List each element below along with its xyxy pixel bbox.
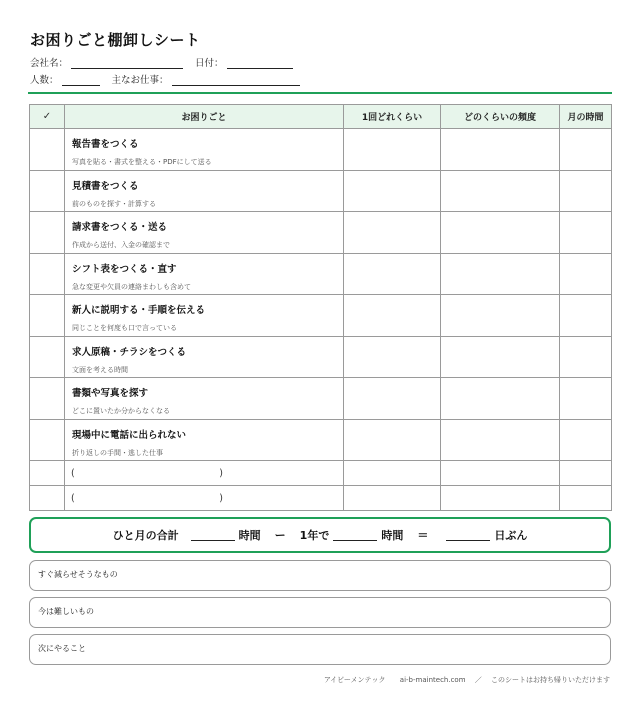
footer-company: アイビーメンテック (323, 676, 386, 684)
task-cell (65, 212, 344, 254)
frequency-cell[interactable] (441, 253, 560, 295)
per-time-cell[interactable] (344, 170, 441, 212)
monthly-cell[interactable] (560, 212, 612, 254)
frequency-cell[interactable] (441, 129, 560, 171)
task-subtitle: どこに置いたか分からなくなる (72, 407, 170, 415)
frequency-cell[interactable] (441, 486, 560, 511)
frequency-cell[interactable] (441, 295, 560, 337)
per-time-cell[interactable] (344, 486, 441, 511)
task-table (29, 104, 612, 511)
company-date-row (30, 55, 305, 69)
task-cell (65, 336, 344, 378)
work-label: 主なお仕事： (111, 75, 169, 86)
company-label: 会社名： (30, 58, 69, 69)
task-cell (65, 253, 344, 295)
check-cell[interactable] (30, 378, 65, 420)
per-time-cell[interactable] (344, 212, 441, 254)
monthly-cell[interactable] (560, 295, 612, 337)
page-title: お困りごと棚卸しシート (30, 31, 201, 49)
monthly-cell[interactable] (560, 336, 612, 378)
table-row (30, 336, 612, 378)
per-time-cell[interactable] (344, 461, 441, 486)
task-subtitle: 前のものを探す・計算する (72, 199, 156, 208)
check-column-header: ✓ (30, 105, 65, 129)
date-label: 日付： (195, 58, 224, 69)
people-label: 人数： (30, 75, 59, 86)
check-cell[interactable] (30, 336, 65, 378)
check-cell[interactable] (30, 486, 65, 511)
table-header-row (30, 105, 612, 129)
task-title: 求人原稿・チラシをつくる (72, 346, 187, 358)
header-divider (28, 92, 612, 94)
per-time-column-header: 1回どれくらい (344, 105, 441, 129)
per-time-cell[interactable] (344, 378, 441, 420)
per-time-cell[interactable] (344, 336, 441, 378)
monthly-column-header: 月の時間 (560, 105, 612, 129)
task-cell (65, 378, 344, 420)
monthly-hours-field[interactable] (191, 529, 235, 541)
check-cell[interactable] (30, 170, 65, 212)
monthly-cell[interactable] (560, 129, 612, 171)
task-cell (65, 170, 344, 212)
people-work-row (30, 72, 312, 86)
task-title: シフト表をつくる・直す (72, 263, 177, 275)
date-field[interactable] (227, 58, 293, 69)
company-field[interactable] (71, 58, 183, 69)
check-cell[interactable] (30, 295, 65, 337)
frequency-cell[interactable] (441, 461, 560, 486)
monthly-cell[interactable] (560, 419, 612, 461)
per-year-label: 1年で (299, 529, 330, 542)
blank-row (30, 461, 612, 486)
yearly-hours-field[interactable] (333, 529, 377, 541)
days-unit-label: 日ぶん (494, 529, 528, 542)
monthly-cell[interactable] (560, 170, 612, 212)
check-cell[interactable] (30, 461, 65, 486)
people-field[interactable] (62, 75, 100, 86)
task-title: 請求書をつくる・送る (72, 222, 168, 233)
per-time-cell[interactable] (344, 253, 441, 295)
note-label: 今は難しいもの (38, 607, 94, 616)
table-row (30, 129, 612, 171)
table-row (30, 170, 612, 212)
monthly-cell[interactable] (560, 253, 612, 295)
check-cell[interactable] (30, 212, 65, 254)
task-title: 新人に説明する・手順を伝える (72, 305, 206, 316)
task-title: 書類や写真を探す (72, 388, 149, 399)
table-row (30, 419, 612, 461)
task-subtitle: 作成から送付、入金の確認まで (72, 241, 170, 249)
check-cell[interactable] (30, 129, 65, 171)
custom-task-cell[interactable] (65, 461, 344, 486)
frequency-column-header: どのくらいの頻度 (441, 105, 560, 129)
per-time-cell[interactable] (344, 419, 441, 461)
check-cell[interactable] (30, 253, 65, 295)
days-field[interactable] (446, 529, 490, 541)
open-paren: ( (71, 467, 75, 479)
per-time-cell[interactable] (344, 129, 441, 171)
task-title: 報告書をつくる (72, 139, 139, 150)
task-subtitle: 文面を考える時間 (72, 365, 128, 374)
monthly-cell[interactable] (560, 378, 612, 420)
work-field[interactable] (172, 75, 300, 86)
task-subtitle: 同じことを何度も口で言っている (72, 324, 177, 332)
frequency-cell[interactable] (441, 378, 560, 420)
task-cell (65, 129, 344, 171)
per-time-cell[interactable] (344, 295, 441, 337)
blank-row (30, 486, 612, 511)
frequency-cell[interactable] (441, 212, 560, 254)
custom-task-cell[interactable] (65, 486, 344, 511)
task-cell (65, 295, 344, 337)
task-column-header: お困りごと (65, 105, 344, 129)
note-label: すぐ減らせそうなもの (38, 570, 118, 579)
table-row (30, 212, 612, 254)
summary-box (29, 517, 611, 553)
footer-slash: ／ (474, 676, 482, 684)
table-row (30, 253, 612, 295)
note-box-quick-wins[interactable] (29, 560, 611, 591)
note-label: 次にやること (38, 644, 86, 653)
equals-sign: ＝ (417, 529, 429, 542)
frequency-cell[interactable] (441, 170, 560, 212)
task-cell (65, 419, 344, 461)
table-row (30, 378, 612, 420)
close-paren: ) (219, 467, 223, 479)
monthly-cell[interactable] (560, 486, 612, 511)
note-box-next-steps[interactable] (29, 634, 611, 665)
task-subtitle: 急な変更や欠員の連絡まわしも含めて (72, 282, 191, 291)
open-paren: ( (71, 492, 75, 504)
close-paren: ) (219, 492, 223, 504)
footer-note: このシートはお持ち帰りいただけます (491, 676, 610, 684)
frequency-cell[interactable] (441, 336, 560, 378)
footer (324, 675, 610, 685)
monthly-total-label: ひと月の合計 (112, 529, 179, 542)
task-title: 現場中に電話に出られない (72, 429, 187, 441)
check-cell[interactable] (30, 419, 65, 461)
hours-unit-label: 時間 (238, 529, 261, 542)
note-box-difficult[interactable] (29, 597, 611, 628)
task-subtitle: 写真を貼る・書式を整える・PDFにして送る (72, 158, 212, 166)
hours-unit-label: 時間 (381, 529, 404, 542)
frequency-cell[interactable] (441, 419, 560, 461)
task-title: 見積書をつくる (72, 180, 139, 192)
dash-separator: ー (274, 529, 286, 542)
footer-url: ai-b-maintech.com (399, 676, 466, 684)
task-subtitle: 折り返しの手間・逃した仕事 (72, 448, 163, 457)
monthly-cell[interactable] (560, 461, 612, 486)
table-row (30, 295, 612, 337)
